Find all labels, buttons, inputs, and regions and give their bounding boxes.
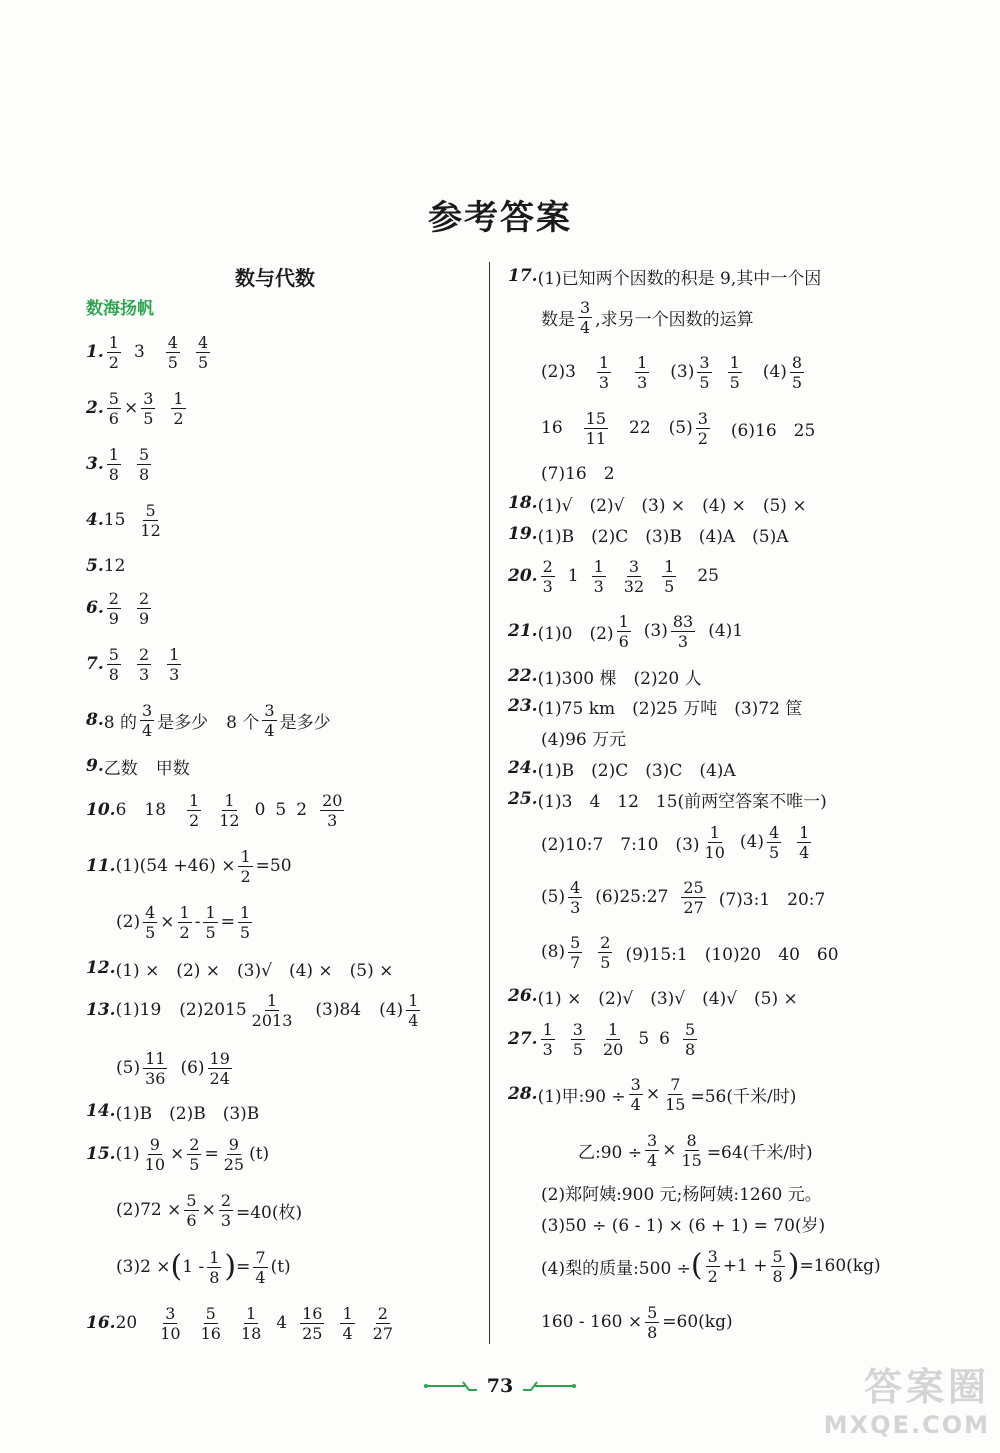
fraction-1-3 (597, 353, 611, 392)
numerator: 3 (143, 388, 154, 408)
denominator: 3 (169, 664, 180, 684)
fraction-3-5 (571, 1020, 585, 1059)
fraction-3-32 (622, 557, 646, 596)
answer-8: 8. 8 的 $\frac{3}{4}$ 是多少 8 个 $\frac{3}{4}$ 是多少 (86, 700, 331, 740)
denominator: 5 (239, 922, 251, 942)
denominator: 3 (637, 372, 648, 392)
denominator: 3 (542, 1039, 553, 1059)
denominator: 18 (240, 1323, 262, 1343)
denominator: 5 (189, 1154, 200, 1174)
numerator: 25 (683, 877, 704, 897)
denominator: 4 (342, 1323, 353, 1343)
fraction-1-5 (728, 353, 742, 392)
answer-17-1: 17. (1)已知两个因数的积是 9,其中一个因 (508, 266, 822, 289)
numerator: 1 (637, 352, 648, 372)
denominator: 4 (141, 720, 153, 740)
numerator: 4 (167, 332, 178, 352)
denominator: 8 (209, 1267, 220, 1287)
numerator: 3 (141, 700, 153, 720)
denominator: 8 (647, 1322, 658, 1342)
answer-24: 24. (1)B (2)C (3)C (4)A (508, 758, 736, 781)
denominator: 5 (145, 922, 156, 942)
answer-27: 27. $\frac{1}{3}$ $\frac{3}{5}$ $\frac{1}{20}$ 5 6 $\frac{5}{8}$ (508, 1019, 696, 1059)
fraction-5-6 (184, 1191, 198, 1230)
denominator: 2 (707, 1266, 718, 1286)
numerator: 3 (628, 556, 640, 576)
section-title: 数与代数 (235, 266, 315, 290)
numerator: 5 (186, 1190, 197, 1210)
fraction-11-36 (143, 1049, 167, 1088)
numerator: 1 (593, 556, 604, 576)
answer-25-1: 25. (1)3 4 12 15(前两空答案不唯一) (508, 789, 827, 812)
fraction-5-8 (137, 445, 151, 484)
numerator: 5 (684, 1019, 696, 1039)
numerator: 9 (228, 1134, 239, 1154)
numerator: 1 (173, 388, 184, 408)
fraction-1-2 (107, 333, 121, 372)
fraction-1-2 (178, 903, 192, 942)
answer-13-2: (5) $\frac{11}{36}$ (6) $\frac{19}{24}$ (116, 1048, 230, 1088)
fraction-2-27 (371, 1304, 395, 1343)
numerator: 1 (240, 846, 251, 866)
fraction-3-5 (141, 389, 155, 428)
denominator: 5 (600, 952, 611, 972)
numerator: 5 (647, 1302, 658, 1322)
fraction-1-8 (207, 1248, 221, 1287)
numerator: 8 (791, 352, 803, 372)
answer-2: 2. $\frac{5}{6}$ × $\frac{3}{5}$ $\frac{1}{2}$ (86, 388, 184, 428)
numerator: 3 (699, 352, 710, 372)
watermark (824, 1356, 990, 1439)
numerator: 5 (138, 444, 150, 464)
answer-28-1: 28. (1)甲:90 ÷ $\frac{3}{4}$ × $\frac{7}{15}$ =56(千米/时) (508, 1074, 797, 1114)
denominator: 27 (683, 897, 704, 917)
fraction-5-8 (771, 1247, 785, 1286)
answer-7: 7. $\frac{5}{8}$ $\frac{2}{3}$ $\frac{1}{3}$ (86, 644, 180, 684)
fraction-3-5 (697, 353, 711, 392)
numerator: 1 (618, 611, 629, 631)
fraction-20-3 (320, 791, 344, 830)
answer-1: 1. $\frac{1}{2}$ 3 $\frac{4}{5}$ $\frac{4}{5}$ (86, 332, 209, 372)
denominator: 7 (570, 952, 581, 972)
numerator: 2 (189, 1134, 200, 1154)
denominator: 2 (189, 810, 200, 830)
fraction-9-25 (222, 1135, 246, 1174)
fraction-4-5 (143, 903, 157, 942)
numerator: 8 (686, 1130, 697, 1150)
answer-25-4: (8) $\frac{5}{7}$ $\frac{2}{5}$ (9)15:1 (10)20 40 60 (541, 932, 839, 972)
denominator: 5 (143, 408, 154, 428)
fraction-3-2 (706, 1247, 720, 1286)
answer-3: 3. $\frac{1}{8}$ $\frac{5}{8}$ (86, 444, 150, 484)
fraction-1-2 (187, 791, 201, 830)
watermark-url: MXQE.COM (823, 1411, 990, 1439)
numerator: 4 (145, 902, 156, 922)
numerator: 3 (580, 297, 591, 317)
numerator: 2 (220, 1190, 231, 1210)
denominator: 3 (542, 576, 553, 596)
page-title: 参考答案 (428, 198, 572, 238)
answer-23-1: 23. (1)75 km (2)25 万吨 (3)72 筐 (508, 696, 803, 719)
denominator: 5 (768, 842, 780, 862)
denominator: 10 (160, 1323, 181, 1343)
numerator: 2 (377, 1303, 388, 1323)
denominator: 2013 (251, 1010, 293, 1030)
answer-28-3: (3)50 ÷ (6 - 1) × (6 + 1) = 70(岁) (541, 1215, 826, 1236)
fraction-1-10 (703, 823, 727, 862)
denominator: 5 (197, 352, 209, 372)
fraction-5-6 (107, 389, 121, 428)
numerator: 4 (768, 822, 780, 842)
denominator: 32 (623, 576, 645, 596)
answer-19: 19. (1)B (2)C (3)B (4)A (5)A (508, 524, 789, 547)
answer-12: 12. (1) × (2) × (3)√ (4) × (5) × (86, 958, 394, 981)
answer-15-2: (2)72 × $\frac{5}{6}$ × $\frac{2}{3}$ =40(枚) (116, 1190, 303, 1230)
fraction-1-5 (662, 557, 676, 596)
fraction-1-2 (171, 389, 185, 428)
numerator: 3 (697, 408, 708, 428)
fraction-1-20 (601, 1020, 625, 1059)
denominator: 4 (255, 1267, 266, 1287)
numerator: 1 (542, 1019, 553, 1039)
denominator: 5 (572, 1039, 583, 1059)
denominator: 4 (799, 842, 810, 862)
denominator: 3 (593, 576, 604, 596)
numerator: 15 (585, 408, 606, 428)
fraction-3-2 (696, 409, 710, 448)
denominator: 3 (220, 1210, 231, 1230)
fraction-1-3 (592, 557, 606, 596)
answer-18: 18. (1)√ (2)√ (3) × (4) × (5) × (508, 493, 807, 516)
answer-20: 20. $\frac{2}{3}$ 1 $\frac{1}{3}$ $\frac{3}{32}$ $\frac{1}{5}$ 25 (508, 556, 719, 596)
answer-28-2: (2)郑阿姨:900 元;杨阿姨:1260 元。 (541, 1184, 822, 1205)
fraction-5-7 (568, 933, 582, 972)
answer-17-3: 16 $\frac{15}{11}$ 22 (5) $\frac{3}{2}$ (6)16 25 (541, 408, 816, 448)
numerator: 1 (408, 990, 419, 1010)
numerator: 5 (108, 388, 119, 408)
fraction-3-4 (262, 701, 276, 740)
denominator: 4 (408, 1010, 419, 1030)
denominator: 16 (200, 1323, 221, 1343)
denominator: 5 (699, 372, 710, 392)
right-ornament-icon (521, 1380, 577, 1392)
numerator: 1 (598, 352, 610, 372)
watermark-logo-text: 答案圈 (863, 1365, 990, 1409)
denominator: 8 (772, 1266, 783, 1286)
numerator: 2 (600, 932, 611, 952)
denominator: 5 (664, 576, 675, 596)
fraction-1-6 (617, 612, 631, 651)
numerator: 1 (246, 1303, 257, 1323)
numerator: 3 (165, 1303, 176, 1323)
numerator: 1 (266, 990, 278, 1010)
fraction-3-10 (158, 1304, 182, 1343)
denominator: 24 (209, 1068, 230, 1088)
denominator: 10 (144, 1154, 166, 1174)
fraction-25-27 (681, 878, 705, 917)
answer-17-4: (7)16 2 (541, 463, 615, 484)
answer-5: 5. 12 (86, 556, 126, 576)
denominator: 5 (205, 922, 216, 942)
numerator: 1 (205, 902, 216, 922)
denominator: 5 (167, 352, 178, 372)
numerator: 4 (570, 877, 581, 897)
denominator: 27 (372, 1323, 394, 1343)
numerator: 1 (209, 1247, 220, 1267)
denominator: 8 (108, 664, 119, 684)
denominator: 2 (179, 922, 190, 942)
fraction-19-24 (208, 1049, 232, 1088)
denominator: 6 (108, 408, 119, 428)
fraction-1-18 (239, 1304, 263, 1343)
column-divider (489, 262, 490, 1344)
fraction-5-8 (107, 645, 121, 684)
denominator: 6 (618, 631, 629, 651)
numerator: 3 (572, 1019, 583, 1039)
answer-22: 22. (1)300 棵 (2)20 人 (508, 666, 702, 689)
fraction-5-16 (199, 1304, 223, 1343)
fraction-15-11 (584, 409, 608, 448)
answer-9: 9. 乙数 甲数 (86, 756, 190, 779)
answer-17-1b: 数是 $\frac{3}{4}$ ,求另一个因数的运算 (541, 297, 754, 337)
denominator: 9 (138, 608, 150, 628)
answer-21: 21. (1)0 (2) $\frac{1}{6}$ (3) $\frac{83}{3}$ (4)1 (508, 611, 744, 651)
fraction-1-5 (238, 903, 252, 942)
denominator: 20 (602, 1039, 624, 1059)
numerator: 1 (108, 332, 119, 352)
denominator: 10 (704, 842, 725, 862)
answer-11-2: (2) $\frac{4}{5}$ × $\frac{1}{2}$ - $\frac{1}{5}$ = $\frac{1}{5}$ (116, 902, 251, 942)
fraction-1-8 (107, 445, 121, 484)
fraction-1-5 (203, 903, 217, 942)
denominator: 3 (327, 810, 338, 830)
numerator: 3 (647, 1130, 658, 1150)
denominator: 4 (580, 317, 591, 337)
fraction-2-3 (219, 1191, 233, 1230)
numerator: 5 (145, 500, 156, 520)
fraction-1-4 (340, 1304, 354, 1343)
numerator: 3 (707, 1246, 718, 1266)
numerator: 5 (108, 644, 119, 664)
fraction-4-5 (767, 823, 781, 862)
fraction-1-4 (797, 823, 811, 862)
numerator: 1 (179, 902, 190, 922)
denominator: 9 (108, 608, 119, 628)
fraction-2-3 (137, 645, 151, 684)
numerator: 1 (224, 790, 235, 810)
fraction-4-5 (196, 333, 210, 372)
fraction-3-4 (645, 1131, 659, 1170)
denominator: 15 (665, 1094, 686, 1114)
denominator: 6 (186, 1210, 197, 1230)
answer-25-3: (5) $\frac{4}{3}$ (6)25:27 $\frac{25}{27}$ (7)3:1 20:7 (541, 877, 826, 917)
answer-6: 6. $\frac{2}{9}$ $\frac{2}{9}$ (86, 588, 150, 628)
fraction-1-12 (217, 791, 241, 830)
numerator: 1 (169, 644, 180, 664)
numerator: 3 (630, 1074, 641, 1094)
fraction-1-3 (167, 645, 181, 684)
answer-15-3: (3)2 × ( 1 - $\frac{1}{8}$ ) = $\frac{7}{4}$ (t) (116, 1247, 291, 1287)
fraction-2-9 (137, 589, 151, 628)
denominator: 25 (223, 1154, 245, 1174)
numerator: 2 (138, 588, 150, 608)
answer-28-5: 160 - 160 × $\frac{5}{8}$ =60(kg) (541, 1302, 733, 1342)
numerator: 4 (197, 332, 209, 352)
numerator: 5 (570, 932, 581, 952)
numerator: 1 (342, 1303, 353, 1323)
numerator: 1 (709, 822, 720, 842)
page-number: 73 (486, 1375, 514, 1397)
numerator: 1 (608, 1019, 619, 1039)
answer-17-2: (2)3 $\frac{1}{3}$ $\frac{1}{3}$ (3) $\frac{3}{5}$ $\frac{1}{5}$ (4) $\frac{8}{5}$ (541, 352, 803, 392)
denominator: 3 (138, 664, 150, 684)
numerator: 83 (672, 611, 694, 631)
numerator: 7 (670, 1074, 681, 1094)
numerator: 2 (138, 644, 150, 664)
fraction-3-4 (578, 298, 592, 337)
numerator: 1 (729, 352, 740, 372)
denominator: 8 (108, 464, 119, 484)
denominator: 25 (302, 1323, 323, 1343)
fraction-4-3 (568, 878, 582, 917)
answer-10: 10. 6 18 $\frac{1}{2}$ $\frac{1}{12}$ 0 5 2 $\frac{20}{3}$ (86, 790, 343, 830)
numerator: 9 (149, 1134, 160, 1154)
denominator: 8 (684, 1039, 696, 1059)
denominator: 3 (598, 372, 610, 392)
fraction-5-8 (683, 1020, 697, 1059)
denominator: 3 (570, 897, 581, 917)
numerator: 11 (145, 1048, 166, 1068)
answer-14: 14. (1)B (2)B (3)B (86, 1101, 260, 1124)
left-ornament-icon (423, 1380, 479, 1392)
answer-28-1b: 乙:90 ÷ $\frac{3}{4}$ × $\frac{8}{15}$ =64(千米/时) (578, 1130, 813, 1170)
fraction-16-25 (300, 1304, 324, 1343)
fraction-3-4 (629, 1075, 643, 1114)
fraction-3-4 (140, 701, 154, 740)
numerator: 1 (108, 444, 119, 464)
fraction-7-15 (663, 1075, 687, 1114)
numerator: 3 (264, 700, 275, 720)
answer-16: 16. 20 $\frac{3}{10}$ $\frac{5}{16}$ $\frac{1}{18}$ 4 $\frac{16}{25}$ $\frac{1}{4}$ $\frac{2}{27}$ (86, 1303, 394, 1343)
fraction-1-4 (406, 991, 420, 1030)
fraction-4-5 (166, 333, 180, 372)
denominator: 12 (219, 810, 240, 830)
denominator: 3 (677, 631, 689, 651)
denominator: 2 (173, 408, 184, 428)
numerator: 5 (205, 1303, 216, 1323)
denominator: 36 (145, 1068, 166, 1088)
denominator: 11 (585, 428, 606, 448)
denominator: 4 (630, 1094, 641, 1114)
fraction-2-3 (541, 557, 555, 596)
denominator: 4 (647, 1150, 658, 1170)
denominator: 4 (264, 720, 275, 740)
answer-4: 4. 15 $\frac{5}{12}$ (86, 500, 161, 540)
fraction-7-4 (253, 1248, 267, 1287)
denominator: 5 (791, 372, 803, 392)
denominator: 2 (240, 866, 251, 886)
subsection-title: 数海扬帆 (86, 299, 154, 319)
numerator: 1 (239, 902, 251, 922)
denominator: 15 (681, 1150, 702, 1170)
numerator: 16 (302, 1303, 323, 1323)
answer-23-2: (4)96 万元 (541, 729, 627, 750)
numerator: 7 (255, 1247, 266, 1267)
answer-15-1: 15. (1) $\frac{9}{10}$ × $\frac{2}{5}$ = $\frac{9}{25}$ (t) (86, 1134, 270, 1174)
answer-25-2: (2)10:7 7:10 (3) $\frac{1}{10}$ (4) $\frac{4}{5}$ $\frac{1}{4}$ (541, 822, 810, 862)
denominator: 12 (140, 520, 161, 540)
fraction-83-3 (671, 612, 695, 651)
answer-26: 26. (1) × (2)√ (3)√ (4)√ (5) × (508, 986, 798, 1009)
fraction-2-5 (187, 1135, 201, 1174)
fraction-8-5 (790, 353, 804, 392)
fraction-1-2013 (250, 991, 295, 1030)
denominator: 2 (697, 428, 708, 448)
numerator: 1 (799, 822, 810, 842)
numerator: 19 (209, 1048, 230, 1068)
numerator: 2 (108, 588, 119, 608)
denominator: 8 (138, 464, 150, 484)
fraction-8-15 (679, 1131, 703, 1170)
numerator: 5 (772, 1246, 783, 1266)
fraction-5-8 (645, 1303, 659, 1342)
numerator: 20 (322, 790, 343, 810)
fraction-1-3 (635, 353, 649, 392)
fraction-2-9 (107, 589, 121, 628)
fraction-9-10 (143, 1135, 167, 1174)
denominator: 5 (729, 372, 740, 392)
numerator: 1 (664, 556, 675, 576)
answer-28-4: (4)梨的质量:500 ÷ ( $\frac{3}{2}$ +1 + $\frac{5}{8}$ ) =160(kg) (541, 1246, 881, 1286)
fraction-2-5 (598, 933, 612, 972)
numerator: 1 (189, 790, 200, 810)
denominator: 2 (108, 352, 119, 372)
fraction-1-2 (238, 847, 252, 886)
fraction-1-3 (541, 1020, 555, 1059)
fraction-5-12 (138, 501, 162, 540)
answer-11-1: 11. (1)(54 +46) × $\frac{1}{2}$ =50 (86, 846, 292, 886)
numerator: 2 (542, 556, 553, 576)
answer-13-1: 13. (1)19 (2)2015 $\frac{1}{2013}$ (3)84 (4) $\frac{1}{4}$ (86, 990, 419, 1030)
